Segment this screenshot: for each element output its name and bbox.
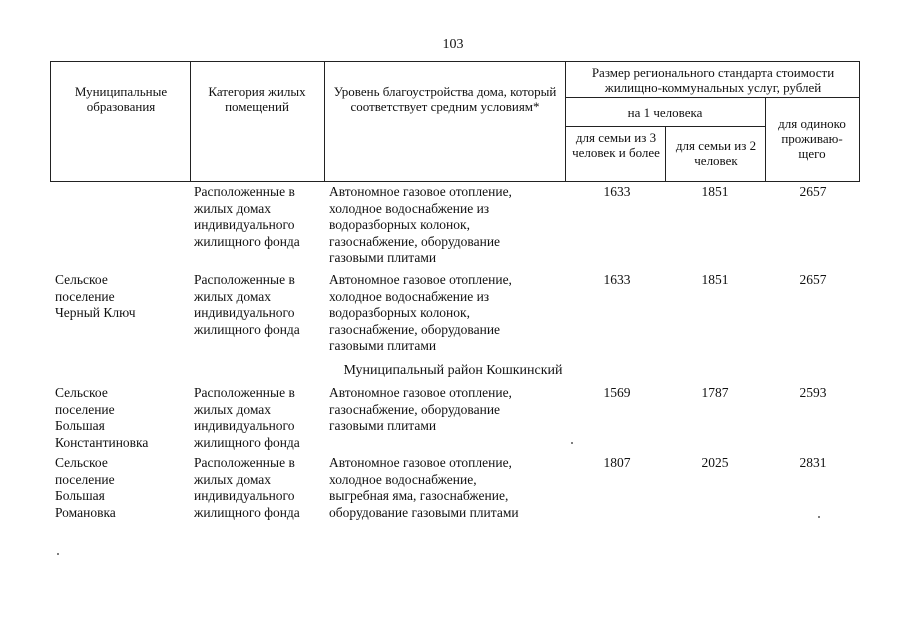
scan-speck: [571, 442, 573, 444]
header-amenities: Уровень благоустройства дома, который соответствует средним условиям*: [333, 84, 557, 114]
header-divider: [565, 126, 765, 127]
row-amenities: Автономное газовое отопление, газоснабжение, оборудование газовыми плитами: [329, 385, 512, 433]
row-family2-value: 1787: [701, 385, 729, 400]
row-single-value: 2657: [799, 184, 827, 199]
row-municipality: Сельское поселение Черный Ключ: [55, 272, 136, 320]
scan-speck: [57, 553, 59, 555]
header-category: Категория жилых помещений: [208, 84, 306, 114]
header-divider: [665, 126, 666, 181]
header-divider: [565, 97, 859, 98]
row-amenities: Автономное газовое отопление, холодное водоснабжение из водоразборных колонок, газоснабжение, оборудование газовыми плитами: [329, 272, 512, 353]
row-amenities: Автономное газовое отопление, холодное водоснабжение, выгребная яма, газоснабжение, оборудование газовыми плитами: [329, 455, 519, 520]
header-municipality: Муниципальные образования: [74, 84, 168, 114]
row-category: Расположенные в жилых домах индивидуального жилищного фонда: [194, 385, 300, 450]
page-number: 103: [442, 37, 464, 52]
row-family3-value: 1633: [603, 184, 631, 199]
header-family2: для семьи из 2 человек: [675, 138, 757, 168]
row-municipality: Сельское поселение Большая Константиновка: [55, 385, 149, 450]
section-title: Муниципальный район Кошкинский: [343, 363, 563, 378]
table-header: [50, 61, 860, 182]
header-family3: для семьи из 3 человек и более: [572, 130, 660, 160]
row-municipality: Сельское поселение Большая Романовка: [55, 455, 116, 520]
row-family3-value: 1633: [603, 272, 631, 287]
scan-speck: [818, 516, 820, 518]
header-per-person: на 1 человека: [627, 105, 703, 120]
row-family3-value: 1807: [603, 455, 631, 470]
row-family3-value: 1569: [603, 385, 631, 400]
row-category: Расположенные в жилых домах индивидуального жилищного фонда: [194, 272, 300, 337]
row-single-value: 2593: [799, 385, 827, 400]
header-single: для одиноко проживаю-щего: [778, 116, 846, 161]
header-divider: [765, 97, 766, 181]
row-family2-value: 1851: [701, 184, 729, 199]
header-divider: [565, 62, 566, 181]
header-standard: Размер регионального стандарта стоимости жилищно-коммунальных услуг, рублей: [591, 65, 835, 95]
row-amenities: Автономное газовое отопление, холодное водоснабжение из водоразборных колонок, газоснабжение, оборудование газовыми плитами: [329, 184, 512, 265]
row-category: Расположенные в жилых домах индивидуального жилищного фонда: [194, 455, 300, 520]
row-family2-value: 2025: [701, 455, 729, 470]
header-divider: [190, 62, 191, 181]
row-single-value: 2831: [799, 455, 827, 470]
header-divider: [324, 62, 325, 181]
row-family2-value: 1851: [701, 272, 729, 287]
row-category: Расположенные в жилых домах индивидуального жилищного фонда: [194, 184, 300, 249]
row-single-value: 2657: [799, 272, 827, 287]
